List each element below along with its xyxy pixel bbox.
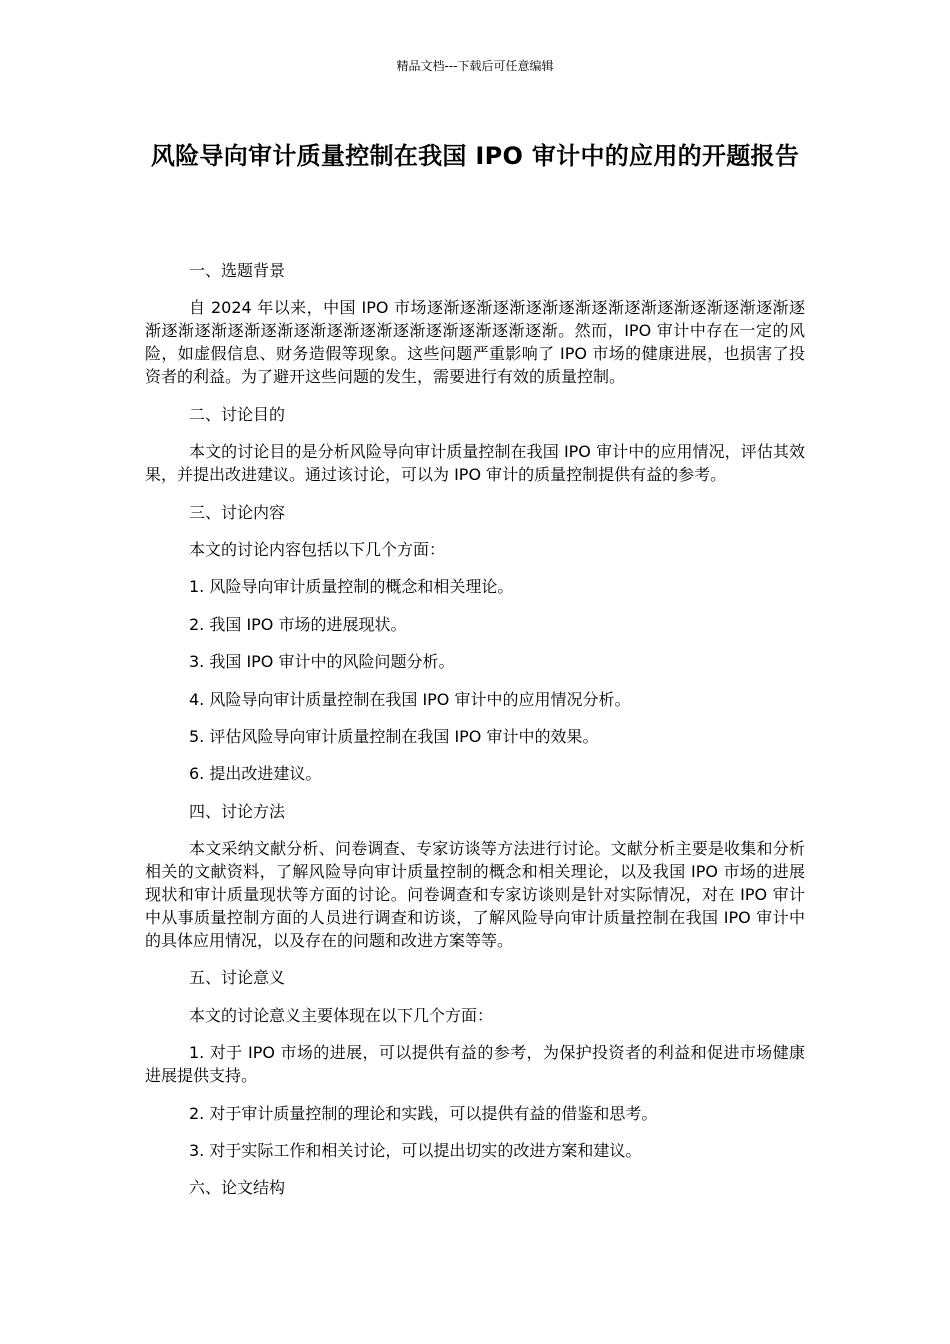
content-list-item: 5. 评估风险导向审计质量控制在我国 IPO 审计中的效果。 — [189, 726, 599, 746]
header-note: 精品文档---下载后可任意编辑 — [396, 59, 554, 73]
significance-list-item: 3. 对于实际工作和相关讨论，可以提出切实的改进方案和建议。 — [189, 1141, 642, 1161]
section-heading-significance: 五、讨论意义 — [189, 968, 286, 988]
document-body — [145, 259, 805, 1214]
content-list-item: 4. 风险导向审计质量控制在我国 IPO 审计中的应用情况分析。 — [189, 689, 631, 709]
content-intro: 本文的讨论内容包括以下几个方面： — [189, 539, 446, 559]
significance-list-item: 2. 对于审计质量控制的理论和实践，可以提供有益的借鉴和思考。 — [189, 1103, 658, 1123]
purpose-paragraph: 本文的讨论目的是分析风险导向审计质量控制在我国 IPO 审计中的应用情况，评估其效果，并提出改进建议。通过该讨论，可以为 IPO 审计的质量控制提供有益的参考。 — [145, 442, 805, 485]
background-paragraph: 自 2024 年以来，中国 IPO 市场逐渐逐渐逐渐逐渐逐渐逐渐逐渐逐渐逐渐逐渐逐渐逐渐逐渐逐渐逐渐逐渐逐渐逐渐逐渐逐渐逐渐逐渐逐渐逐渐。然而，IPO 审计中存在一定的风险，如虚假信息、财务造假等现象。这些问题严重影响了 IPO 市场的健康进展，也损害了投资者的利益。为了避开这些问题的发生，需要进行有效的质量控制。 — [145, 298, 805, 387]
content-list-item: 6. 提出改进建议。 — [189, 764, 322, 784]
content-list-item: 2. 我国 IPO 市场的进展现状。 — [189, 614, 407, 634]
content-list-item: 1. 风险导向审计质量控制的概念和相关理论。 — [189, 577, 514, 597]
section-heading-structure: 六、论文结构 — [189, 1178, 286, 1198]
section-heading-method: 四、讨论方法 — [189, 801, 286, 821]
content-list-item: 3. 我国 IPO 审计中的风险问题分析。 — [189, 652, 455, 672]
section-heading-content: 三、讨论内容 — [189, 502, 286, 522]
significance-list-item: 1. 对于 IPO 市场的进展，可以提供有益的参考，为保护投资者的利益和促进市场健康进展提供支持。 — [145, 1043, 805, 1086]
section-heading-background: 一、选题背景 — [189, 261, 286, 280]
section-heading-purpose: 二、讨论目的 — [189, 404, 286, 424]
method-paragraph: 本文采纳文献分析、问卷调查、专家访谈等方法进行讨论。文献分析主要是收集和分析相关的文献资料，了解风险导向审计质量控制的概念和相关理论，以及我国 IPO 市场的进展现状和审计质量现状等方面的讨论。问卷调查和专家访谈则是针对实际情况，对在 IPO 审计中从事质量控制方面的人员进行调查和访谈，了解风险导向审计质量控制在我国 IPO 审计中的具体应用情况，以及存在的问题和改进方案等等。 — [145, 839, 805, 951]
document-title: 风险导向审计质量控制在我国 IPO 审计中的应用的开题报告 — [150, 142, 800, 170]
significance-intro: 本文的讨论意义主要体现在以下几个方面： — [189, 1005, 494, 1025]
